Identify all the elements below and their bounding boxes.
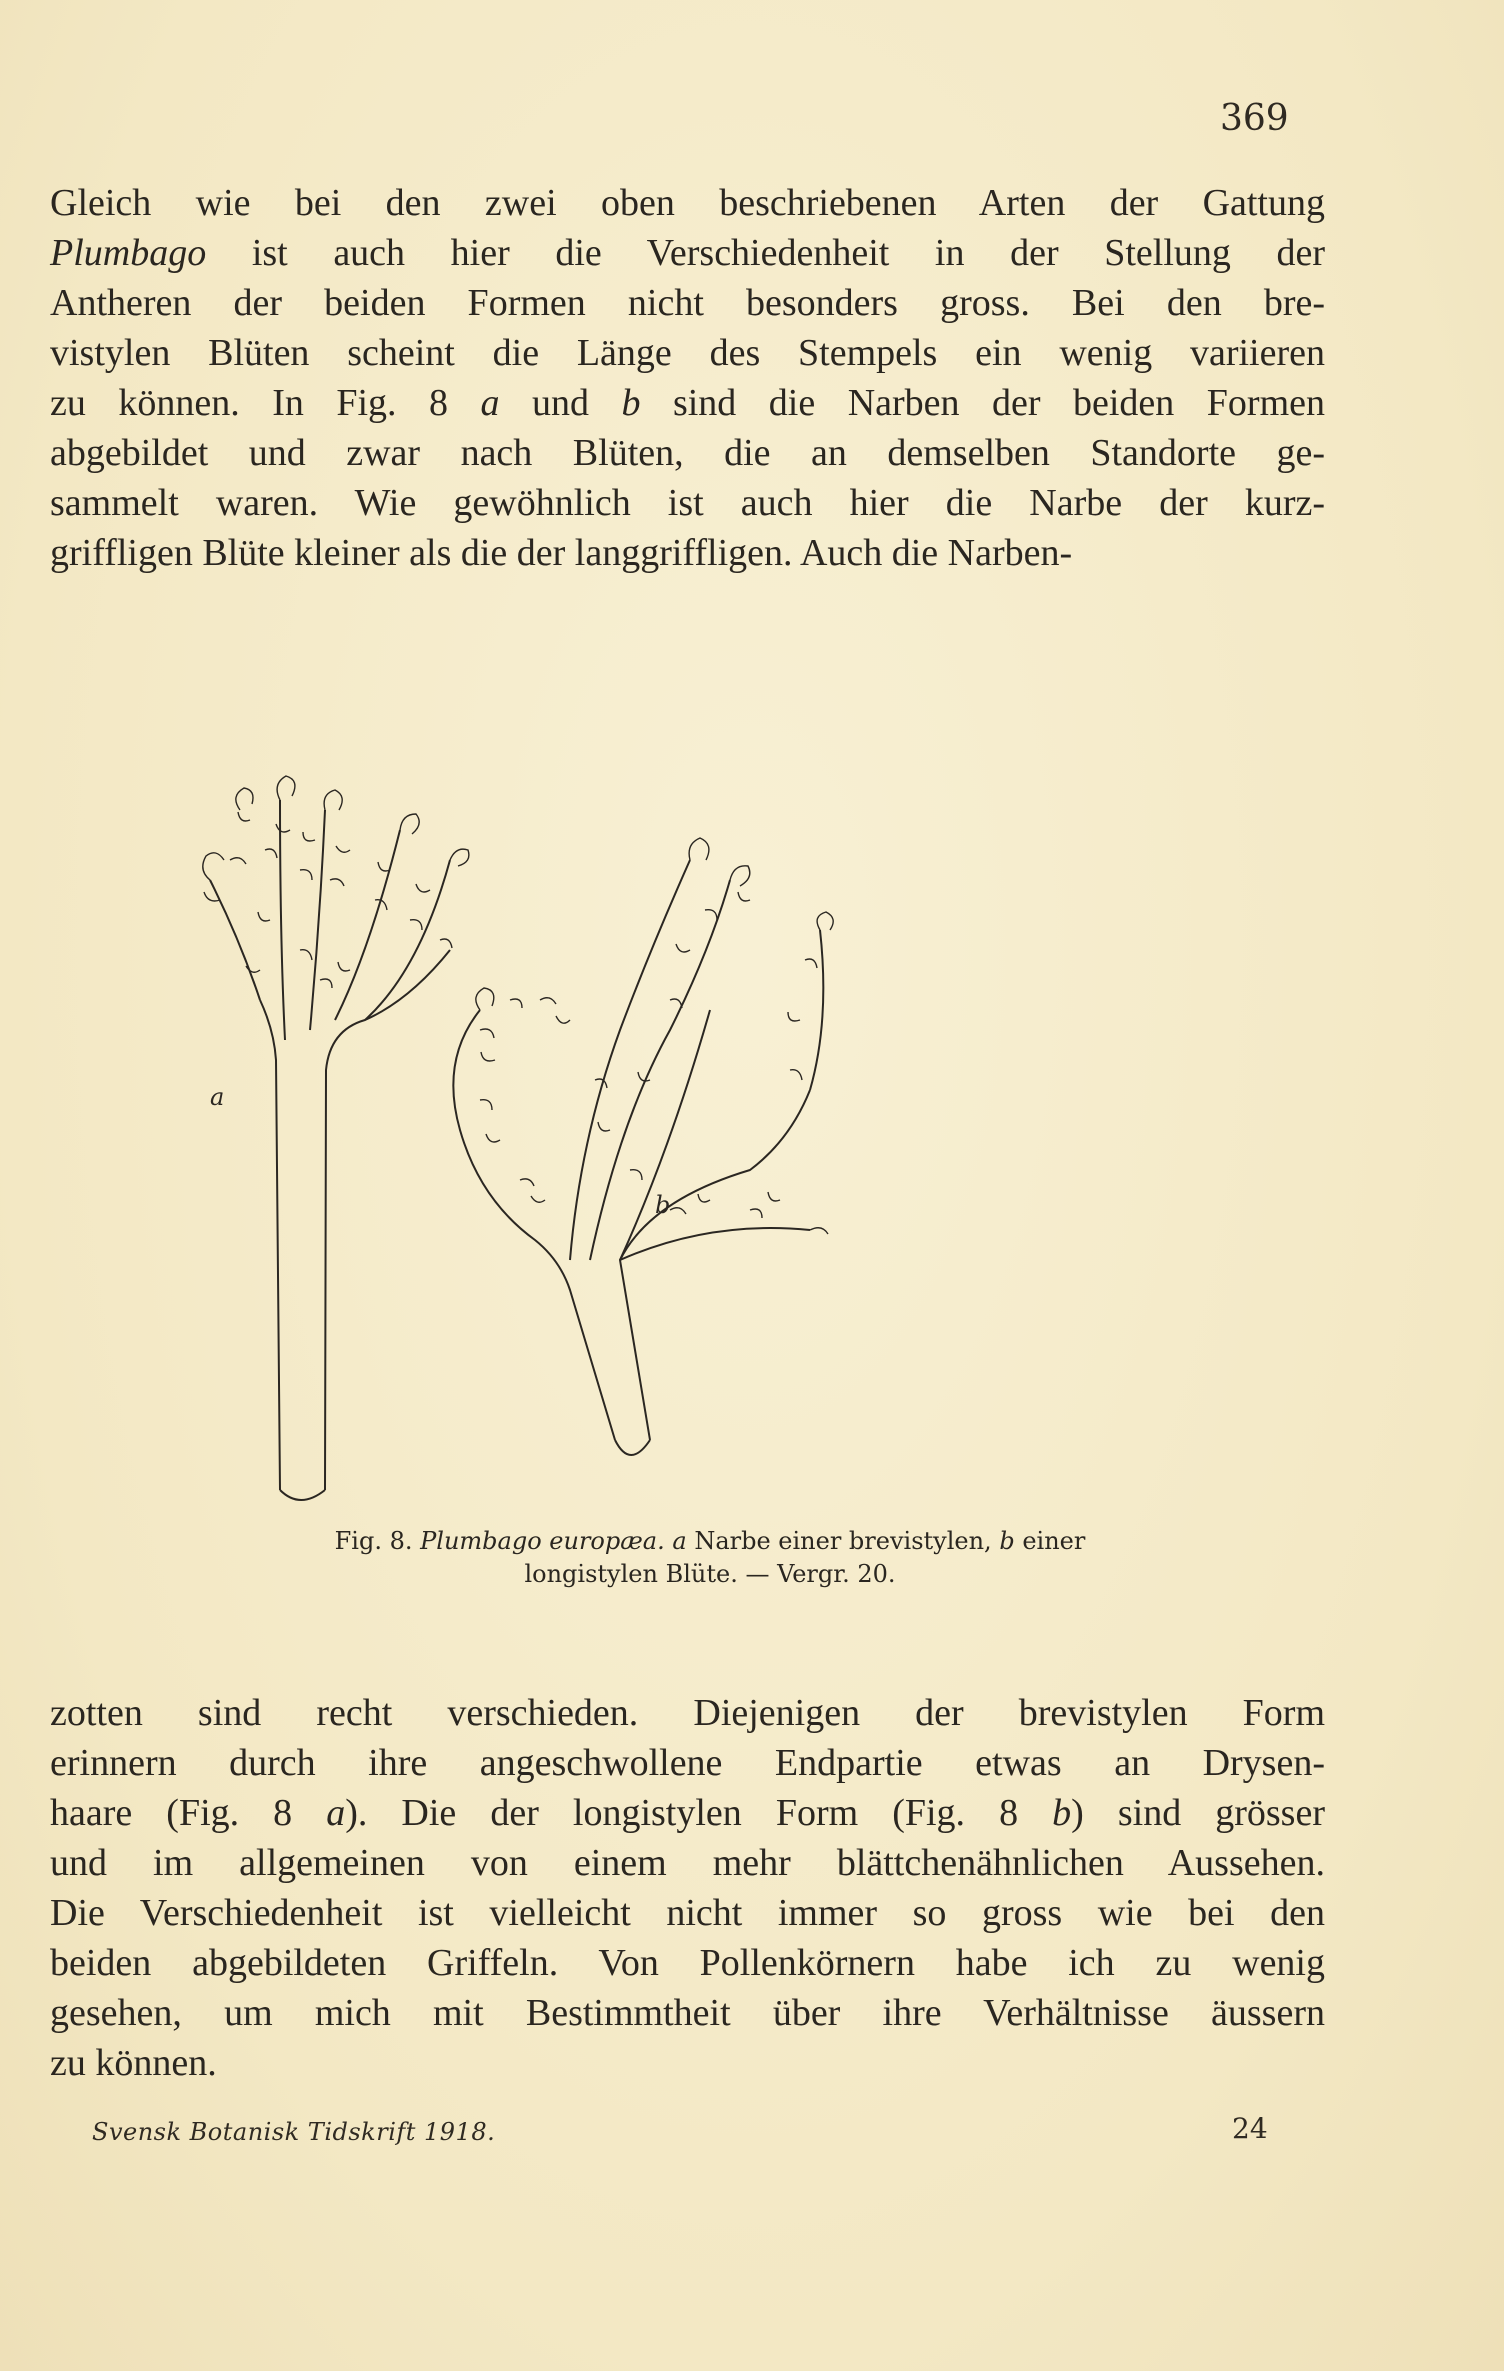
text-line: beiden abgebildeten Griffeln. Von Pollenkörnern habe ich zu wenig: [50, 1942, 1325, 1984]
text-line: zotten sind recht verschieden. Diejenigen der brevistylen Form: [50, 1692, 1325, 1734]
figure-ref-b: b: [1052, 1792, 1072, 1834]
text-line: erinnern durch ihre angeschwollene Endpartie etwas an Drysen-: [50, 1742, 1325, 1784]
text-span: ) sind grösser: [1071, 1792, 1325, 1834]
figure-label-b: b: [655, 1191, 671, 1219]
text-line: [50, 1788, 1325, 1838]
species-name: Plumbago: [50, 232, 207, 274]
text-line: Antheren der beiden Formen nicht besonders gross. Bei den bre-: [50, 282, 1325, 324]
text-line: vistylen Blüten scheint die Länge des Stempels ein wenig variieren: [50, 332, 1325, 374]
page-number: 369: [1220, 98, 1289, 139]
figure-ref-a: a: [480, 382, 500, 424]
text-line: gesehen, um mich mit Bestimmtheit über ihre Verhältnisse äussern: [50, 1992, 1325, 2034]
figure-ref-b: b: [621, 382, 641, 424]
caption-species: Plumbago europæa.: [420, 1527, 665, 1555]
caption-ref-b: b: [999, 1527, 1015, 1555]
text-line: Die Verschiedenheit ist vielleicht nicht immer so gross wie bei den: [50, 1892, 1325, 1934]
text-span: ist auch hier die Verschiedenheit in der Stellung der: [206, 232, 1325, 274]
text-line: [50, 228, 1325, 278]
caption-line-1: [100, 1525, 1320, 1558]
caption-text-b: einer: [1022, 1527, 1086, 1555]
sheet-signature: 24: [1232, 2112, 1268, 2145]
text-line: abgebildet und zwar nach Blüten, die an demselben Standorte ge-: [50, 432, 1325, 474]
stigma-illustration: [150, 700, 1110, 1510]
caption-text-a: Narbe einer brevistylen,: [694, 1527, 992, 1555]
text-span: zu können. In Fig. 8: [50, 382, 481, 424]
text-span: und: [499, 382, 622, 424]
text-span: haare (Fig. 8: [50, 1792, 327, 1834]
stigma-b-drawing: [453, 838, 833, 1455]
paragraph-1: [50, 178, 1325, 578]
journal-footer: Svensk Botanisk Tidskrift 1918.: [92, 2118, 496, 2146]
figure-caption: [100, 1525, 1320, 1591]
caption-ref-a: a: [672, 1527, 687, 1555]
text-line: [50, 378, 1325, 428]
text-line: sammelt waren. Wie gewöhnlich ist auch hier die Narbe der kurz-: [50, 482, 1325, 524]
text-line: zu können.: [50, 2042, 217, 2084]
text-span: ). Die der longistylen Form (Fig. 8: [345, 1792, 1053, 1834]
caption-fig-number: Fig. 8.: [334, 1527, 413, 1555]
stigma-a-drawing: [203, 776, 469, 1500]
paragraph-2: [50, 1688, 1325, 2088]
text-span: sind die Narben der beiden Formen: [640, 382, 1325, 424]
text-line: Gleich wie bei den zwei oben beschriebenen Arten der Gattung: [50, 182, 1325, 224]
text-line: und im allgemeinen von einem mehr blättchenähnlichen Aussehen.: [50, 1842, 1325, 1884]
figure-ref-a: a: [326, 1792, 346, 1834]
figure-label-a: a: [210, 1083, 225, 1111]
text-line: griffligen Blüte kleiner als die der langgriffligen. Auch die Narben-: [50, 532, 1073, 574]
caption-line-2: longistylen Blüte. — Vergr. 20.: [524, 1560, 896, 1588]
